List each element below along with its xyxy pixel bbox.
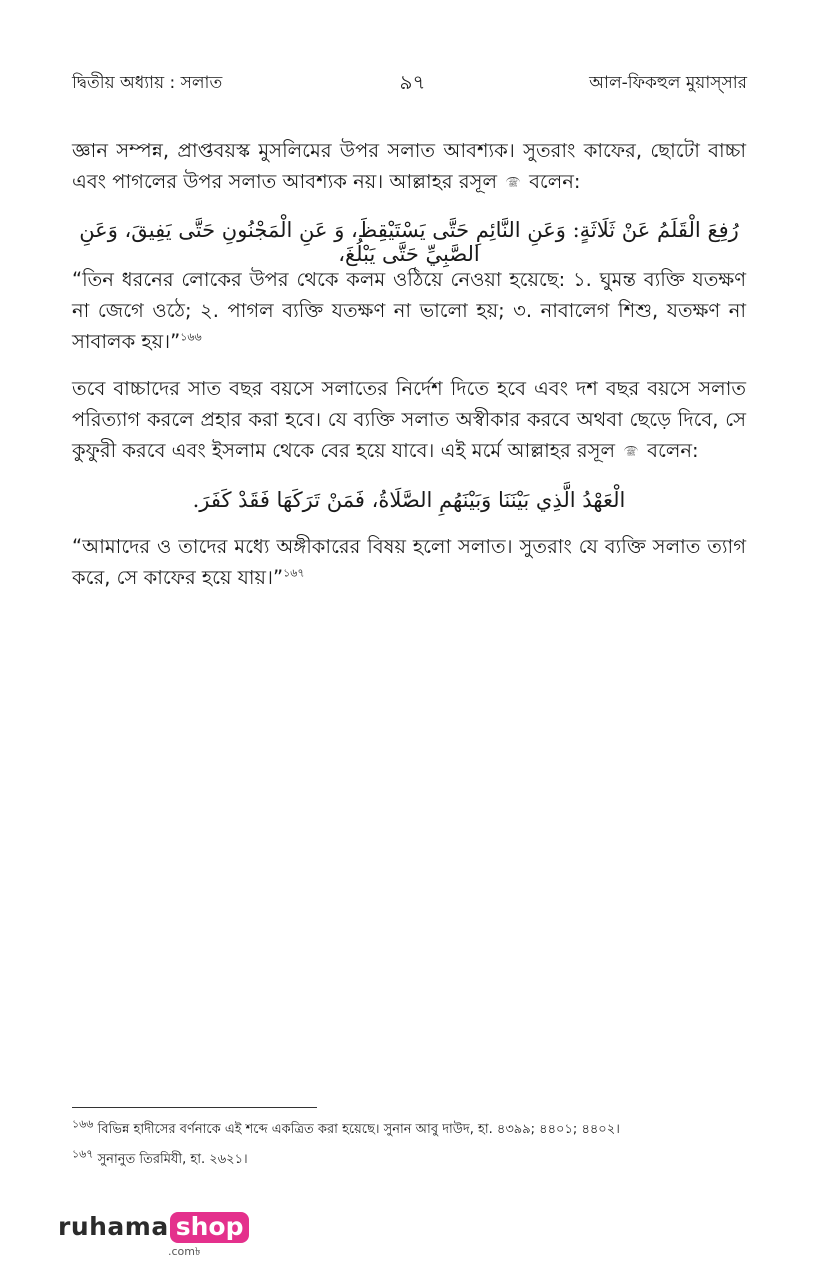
paragraph-obligation (72, 135, 746, 197)
arabic-hadith-1: رُفِعَ الْقَلَمُ عَنْ ثَلَاثَةٍ: وَعَنِ النَّائِمِ حَتَّى يَسْتَيْقِظَ، وَ عَنِ الْمَجْنُونِ حَتَّى يَفِيقَ، وَعَنِ الصَّبِيِّ حَتَّى يَبْلُغَ، (79, 218, 739, 266)
paragraph-text: তবে বাচ্চাদের সাত বছর বয়সে সলাতের নির্দেশ দিতে হবে এবং দশ বছর বয়সে সলাত পরিত্যাগ করলে প্রহার করা হবে। যে ব্যক্তি সলাত অস্বীকার করবে অথবা ছেড়ে দিবে, সে কুফুরী করবে এবং ইসলাম থেকে বের হয়ে যাবে। এই মর্মে আল্লাহর রসূল (72, 377, 746, 462)
footnote-167 (72, 1147, 248, 1171)
arabic-hadith-2: الْعَهْدُ الَّذِي بَيْنَنَا وَبَيْنَهُمِ الصَّلَاةُ، فَمَنْ تَرَكَهَا فَقَدْ كَفَرَ. (192, 488, 626, 512)
logo-text-ruhama: ruhama (58, 1212, 169, 1241)
footnote-number: ১৬৬ (72, 1117, 94, 1131)
footnote-166 (72, 1117, 620, 1141)
salawat-icon: ﷺ (508, 179, 518, 188)
footnote-text: বিভিন্ন হাদীসের বর্ণনাকে এই শব্দে একত্রিত করা হয়েছে। সুনান আবু দাউদ, হা. ৪৩৯৯; ৪৪০১; ৪৪০২। (97, 1122, 620, 1137)
footnote-ref: ১৬৭ (283, 566, 305, 580)
running-header-book-title: আল-ফিকহুল মুয়াস্সার (589, 73, 747, 93)
paragraph-text: বলেন: (647, 439, 699, 462)
footnote-ref: ১৬৬ (180, 330, 202, 344)
paragraph-text: জ্ঞান সম্পন্ন, প্রাপ্তবয়স্ক মুসলিমের উপর সলাত আবশ্যক। সুতরাং কাফের, ছোটো বাচ্চা এবং পাগলের উপর সলাত আবশ্যক নয়। আল্লাহর রসূল (72, 139, 746, 193)
footnote-number: ১৬৭ (72, 1147, 94, 1161)
salawat-icon: ﷺ (626, 448, 636, 457)
paragraph-text: “আমাদের ও তাদের মধ্যে অঙ্গীকারের বিষয় হলো সলাত। সুতরাং যে ব্যক্তি সলাত ত্যাগ করে, সে কাফের হয়ে যায়।” (72, 535, 746, 589)
page-number: ৯৭ (399, 70, 426, 94)
paragraph-text: বলেন: (529, 170, 581, 193)
paragraph-hadith-translation-2 (72, 531, 746, 593)
running-header-chapter: দ্বিতীয় অধ্যায় : সলাত (72, 73, 223, 93)
logo-text-domain: .com৳ (168, 1245, 201, 1258)
paragraph-text: “তিন ধরনের লোকের উপর থেকে কলম ওঠিয়ে নেওয়া হয়েছে: ১. ঘুমন্ত ব্যক্তি যতক্ষণ না জেগে ওঠে; ২. পাগল ব্যক্তি যতক্ষণ না ভালো হয়; ৩. নাবালেগ শিশু, যতক্ষণ না সাবালক হয়।” (72, 268, 746, 353)
logo-text-shop: shop (170, 1212, 250, 1243)
paragraph-children-prayer (72, 373, 746, 466)
footnote-text: সুনানুত তিরমিযী, হা. ২৬২১। (97, 1152, 248, 1167)
ruhamashop-logo (58, 1212, 249, 1258)
paragraph-hadith-translation-1 (72, 264, 746, 357)
footnote-divider (72, 1107, 317, 1108)
